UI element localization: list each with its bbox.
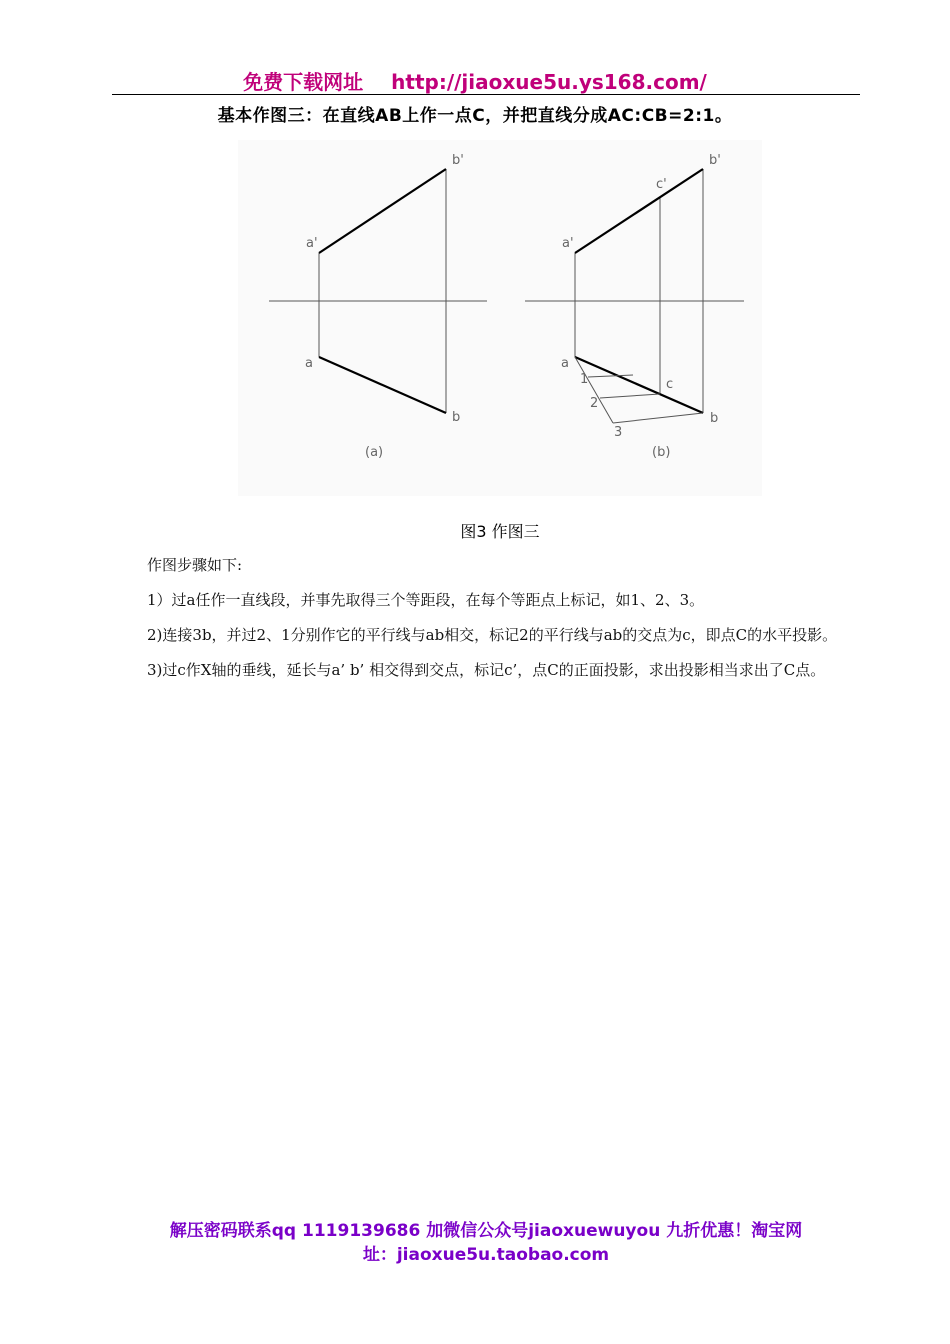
download-url-link[interactable]: http://jiaoxue5u.ys168.com/: [391, 70, 707, 94]
label-a-prime-b: a': [562, 236, 574, 251]
page-title: 基本作图三：在直线AB上作一点C，并把直线分成AC:CB=2:1。: [217, 106, 733, 126]
label-a-b: a: [561, 356, 569, 371]
panel-a-label: (a): [365, 445, 384, 460]
label-a-prime: a': [306, 236, 318, 251]
figure-background: [238, 140, 762, 496]
header-rule: [112, 94, 860, 95]
panel-b-label: (b): [652, 445, 671, 460]
label-c-prime: c': [656, 177, 667, 192]
label-b: b: [452, 410, 461, 425]
footer-line-2[interactable]: 址：jiaoxue5u.taobao.com: [362, 1245, 610, 1265]
step-1: 1）过a任作一直线段，并事先取得三个等距段，在每个等距点上标记，如1、2、3。: [147, 591, 705, 609]
label-b-b: b: [710, 411, 719, 426]
label-a: a: [305, 356, 313, 371]
steps-intro: 作图步骤如下:: [147, 556, 243, 574]
projection-figure: [238, 140, 762, 496]
label-point-1: 1: [580, 372, 589, 387]
page-header: [0, 66, 950, 95]
footer-line-1: 解压密码联系qq 1119139686 加微信公众号jiaoxuewuyou 九折优惠！淘宝网: [169, 1221, 803, 1241]
label-b-prime: b': [452, 153, 464, 168]
figure-caption: 图3 作图三: [460, 522, 540, 541]
page-footer: [112, 1219, 860, 1267]
label-point-2: 2: [590, 396, 599, 411]
steps-section: [147, 548, 863, 688]
label-point-3: 3: [614, 425, 623, 440]
step-2: 2)连接3b，并过2、1分别作它的平行线与ab相交，标记2的平行线与ab的交点为c，即点C的水平投影。: [147, 626, 838, 644]
download-label: 免费下载网址: [243, 70, 364, 94]
step-3: 3)过c作X轴的垂线，延长与a’ b’ 相交得到交点，标记c’，点C的正面投影，求出投影相当求出了C点。: [147, 661, 826, 679]
label-c: c: [666, 377, 674, 392]
label-b-prime-b: b': [709, 153, 721, 168]
